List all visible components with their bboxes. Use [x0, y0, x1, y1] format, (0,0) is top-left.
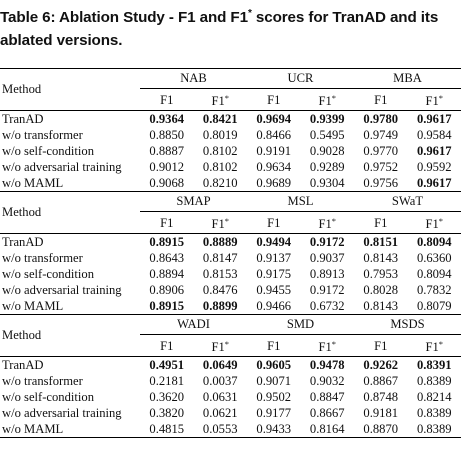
score-cell: [194, 127, 248, 143]
score-cell: [194, 357, 248, 374]
metric-f1: F1: [140, 89, 194, 111]
score-cell: [140, 175, 194, 192]
score-cell: [408, 357, 461, 374]
score-value-best: 0.8391: [416, 358, 452, 372]
table-body: [0, 69, 461, 438]
score-value: 0.9191: [256, 144, 292, 158]
score-value: 0.8143: [363, 251, 399, 265]
score-cell: [247, 282, 301, 298]
score-value-best: 0.9605: [256, 358, 292, 372]
caption-prefix: Table 6: Ablation Study - F1 and F1: [0, 9, 248, 26]
score-cell: [354, 389, 408, 405]
metric-f1-star-sup: *: [331, 216, 337, 226]
metric-f1-star-base: F1: [425, 217, 439, 231]
score-cell: [140, 250, 194, 266]
score-value: 0.2181: [149, 374, 185, 388]
metric-f1-star-base: F1: [425, 340, 439, 354]
score-value: 0.9181: [363, 406, 399, 420]
score-cell: [301, 175, 355, 192]
score-value: 0.8643: [149, 251, 185, 265]
score-cell: [140, 266, 194, 282]
score-cell: [408, 266, 461, 282]
score-cell: [408, 159, 461, 175]
score-cell: [408, 405, 461, 421]
score-cell: [140, 389, 194, 405]
score-cell: [140, 127, 194, 143]
score-value-best: 0.8421: [202, 112, 238, 126]
score-value: 0.7953: [363, 267, 399, 281]
method-name: TranAD: [0, 357, 140, 374]
dataset-header-row: [0, 315, 461, 335]
score-value: 0.8476: [202, 283, 238, 297]
score-value: 0.8894: [149, 267, 185, 281]
score-value: 0.8210: [202, 176, 238, 190]
dataset-name: MSDS: [354, 315, 461, 335]
score-cell: [408, 234, 461, 251]
score-value: 0.8389: [416, 406, 452, 420]
score-value-best: 0.9399: [309, 112, 345, 126]
score-cell: [354, 159, 408, 175]
score-cell: [194, 405, 248, 421]
metric-f1-star: [408, 212, 461, 234]
metric-f1-star-sup: *: [438, 93, 444, 103]
score-cell: [140, 143, 194, 159]
score-cell: [194, 266, 248, 282]
score-value-best: 0.9262: [363, 358, 399, 372]
method-name: w/o transformer: [2, 374, 83, 388]
score-value-best: 0.9364: [149, 112, 185, 126]
score-cell: [354, 298, 408, 315]
table-caption: [0, 6, 461, 52]
score-value: 0.0037: [202, 374, 238, 388]
metric-f1-star-sup: *: [438, 216, 444, 226]
metric-f1: F1: [140, 212, 194, 234]
score-cell: [194, 389, 248, 405]
table-row: [0, 159, 461, 175]
score-value: 0.8850: [149, 128, 185, 142]
method-name: TranAD: [0, 234, 140, 251]
score-value: 0.9502: [256, 390, 292, 404]
dataset-name: UCR: [247, 69, 354, 89]
score-cell: [408, 111, 461, 128]
score-cell: [354, 405, 408, 421]
table-row: [0, 250, 461, 266]
metric-f1: F1: [247, 335, 301, 357]
score-value: 0.9433: [256, 422, 292, 436]
score-value: 0.8102: [202, 160, 238, 174]
metric-f1: F1: [247, 212, 301, 234]
score-cell: [194, 373, 248, 389]
score-value: 0.9175: [256, 267, 292, 281]
score-cell: [140, 298, 194, 315]
score-cell: [247, 250, 301, 266]
score-value: 0.3820: [149, 406, 185, 420]
metric-f1-star-base: F1: [318, 94, 332, 108]
score-cell: [408, 298, 461, 315]
score-value: 0.8019: [202, 128, 238, 142]
score-cell: [247, 405, 301, 421]
score-value: 0.8466: [256, 128, 292, 142]
score-value: 0.9752: [363, 160, 399, 174]
metric-f1-star: [301, 335, 355, 357]
score-value-best: 0.9617: [416, 144, 452, 158]
method-header: Method: [0, 69, 140, 111]
score-cell: [140, 111, 194, 128]
score-value: 0.9304: [309, 176, 345, 190]
metric-f1-star: [194, 89, 248, 111]
score-value: 0.8028: [363, 283, 399, 297]
table-row: [0, 143, 461, 159]
score-value: 0.8906: [149, 283, 185, 297]
score-value-best: 0.0649: [202, 358, 238, 372]
method-name: w/o transformer: [2, 128, 83, 142]
method-header: Method: [0, 192, 140, 234]
metric-f1: F1: [354, 89, 408, 111]
score-cell: [194, 175, 248, 192]
score-cell: [354, 234, 408, 251]
method-name: TranAD: [0, 111, 140, 128]
score-value: 0.8667: [309, 406, 345, 420]
score-cell: [140, 357, 194, 374]
score-cell: [301, 282, 355, 298]
score-cell: [354, 421, 408, 438]
score-cell: [354, 250, 408, 266]
metric-f1-star-base: F1: [425, 94, 439, 108]
score-cell: [194, 143, 248, 159]
method-name: w/o MAML: [0, 175, 140, 192]
method-name: w/o self-condition: [2, 390, 94, 404]
score-cell: [301, 389, 355, 405]
dataset-name: NAB: [140, 69, 247, 89]
score-value: 0.9037: [309, 251, 345, 265]
score-value-best: 0.9172: [309, 235, 345, 249]
metric-f1-star: [194, 335, 248, 357]
score-value-best: 0.8915: [149, 235, 185, 249]
method-header: Method: [0, 315, 140, 357]
metric-f1: F1: [354, 335, 408, 357]
score-cell: [194, 282, 248, 298]
score-value: 0.8847: [309, 390, 345, 404]
metric-f1-star-sup: *: [331, 339, 337, 349]
score-cell: [140, 159, 194, 175]
score-value: 0.9172: [309, 283, 345, 297]
score-value: 0.9455: [256, 283, 292, 297]
score-value-best: 0.8151: [363, 235, 399, 249]
score-cell: [194, 421, 248, 438]
score-cell: [354, 266, 408, 282]
dataset-name: MBA: [354, 69, 461, 89]
score-cell: [301, 250, 355, 266]
table-row: [0, 266, 461, 282]
score-value: 0.9289: [309, 160, 345, 174]
score-value: 0.9012: [149, 160, 185, 174]
score-cell: [301, 143, 355, 159]
score-cell: [301, 373, 355, 389]
table-row: [0, 298, 461, 315]
score-value-best: 0.9694: [256, 112, 292, 126]
score-value-best: 0.9478: [309, 358, 345, 372]
table-row: [0, 282, 461, 298]
score-value: 0.9770: [363, 144, 399, 158]
score-value: 0.7832: [416, 283, 452, 297]
score-cell: [408, 143, 461, 159]
score-value: 0.9466: [256, 299, 292, 313]
score-cell: [301, 298, 355, 315]
metric-f1: F1: [140, 335, 194, 357]
score-value: 0.9592: [416, 160, 452, 174]
table-row: [0, 389, 461, 405]
score-cell: [354, 111, 408, 128]
metric-f1-star-base: F1: [318, 340, 332, 354]
score-cell: [301, 266, 355, 282]
score-value: 0.8102: [202, 144, 238, 158]
dataset-header-row: [0, 192, 461, 212]
caption-superscript: *: [247, 7, 252, 19]
score-value-best: 0.9494: [256, 235, 292, 249]
table-row: [0, 111, 461, 128]
table-row: [0, 127, 461, 143]
dataset-header-row: [0, 69, 461, 89]
score-value-best: 0.9617: [416, 112, 452, 126]
score-cell: [194, 250, 248, 266]
score-value-best: 0.8915: [149, 299, 185, 313]
method-name: w/o self-condition: [2, 144, 94, 158]
score-cell: [408, 389, 461, 405]
metric-f1-star: [408, 89, 461, 111]
score-cell: [194, 234, 248, 251]
score-value: 0.9137: [256, 251, 292, 265]
metric-f1-star-sup: *: [438, 339, 444, 349]
score-cell: [301, 421, 355, 438]
score-value: 0.8870: [363, 422, 399, 436]
method-name: w/o adversarial training: [2, 406, 122, 420]
score-cell: [247, 127, 301, 143]
score-cell: [354, 373, 408, 389]
score-cell: [301, 405, 355, 421]
score-value: 0.8214: [416, 390, 452, 404]
score-value: 0.6360: [416, 251, 452, 265]
score-value: 0.0631: [202, 390, 238, 404]
table-row: [0, 405, 461, 421]
score-cell: [408, 175, 461, 192]
method-name: w/o MAML: [0, 298, 140, 315]
score-cell: [194, 159, 248, 175]
ablation-table: [0, 68, 461, 438]
score-cell: [247, 143, 301, 159]
metric-f1-star-base: F1: [211, 94, 225, 108]
method-name: w/o adversarial training: [2, 283, 122, 297]
score-value: 0.8867: [363, 374, 399, 388]
score-cell: [194, 111, 248, 128]
table-row: [0, 175, 461, 192]
metric-f1-star: [301, 89, 355, 111]
score-value: 0.9071: [256, 374, 292, 388]
dataset-name: MSL: [247, 192, 354, 212]
score-cell: [301, 111, 355, 128]
method-name: w/o transformer: [2, 251, 83, 265]
score-value: 0.8887: [149, 144, 185, 158]
score-cell: [247, 266, 301, 282]
metric-f1-star-base: F1: [211, 217, 225, 231]
table-row: [0, 357, 461, 374]
score-value: 0.8913: [309, 267, 345, 281]
score-cell: [247, 234, 301, 251]
score-cell: [301, 357, 355, 374]
score-value: 0.8094: [416, 267, 452, 281]
score-cell: [301, 159, 355, 175]
table-row: [0, 234, 461, 251]
score-value-best: 0.8899: [202, 299, 238, 313]
score-cell: [301, 234, 355, 251]
score-value: 0.8164: [309, 422, 345, 436]
metric-f1-star-base: F1: [318, 217, 332, 231]
score-value: 0.0553: [202, 422, 238, 436]
score-value: 0.8079: [416, 299, 452, 313]
score-cell: [247, 421, 301, 438]
score-value-best: 0.8094: [416, 235, 452, 249]
score-cell: [408, 373, 461, 389]
score-value: 0.9756: [363, 176, 399, 190]
method-name: w/o adversarial training: [2, 160, 122, 174]
score-cell: [354, 282, 408, 298]
metric-f1-star-sup: *: [224, 93, 230, 103]
score-value: 0.8153: [202, 267, 238, 281]
score-value: 0.8389: [416, 422, 452, 436]
score-value: 0.9634: [256, 160, 292, 174]
score-value: 0.9749: [363, 128, 399, 142]
score-value: 0.6732: [309, 299, 345, 313]
metric-f1: F1: [247, 89, 301, 111]
table-row: [0, 373, 461, 389]
score-cell: [408, 421, 461, 438]
dataset-name: SMAP: [140, 192, 247, 212]
score-value: 0.9068: [149, 176, 185, 190]
score-cell: [247, 111, 301, 128]
metric-f1-star: [301, 212, 355, 234]
score-value: 0.9028: [309, 144, 345, 158]
score-cell: [354, 127, 408, 143]
score-value: 0.4815: [149, 422, 185, 436]
score-value: 0.9689: [256, 176, 292, 190]
score-cell: [140, 421, 194, 438]
score-cell: [247, 159, 301, 175]
score-cell: [247, 298, 301, 315]
score-value: 0.9177: [256, 406, 292, 420]
score-cell: [408, 282, 461, 298]
score-value-best: 0.9780: [363, 112, 399, 126]
score-cell: [354, 357, 408, 374]
dataset-name: SMD: [247, 315, 354, 335]
score-cell: [247, 389, 301, 405]
metric-f1-star: [194, 212, 248, 234]
score-cell: [140, 234, 194, 251]
score-cell: [408, 250, 461, 266]
metric-f1-star-base: F1: [211, 340, 225, 354]
dataset-name: SWaT: [354, 192, 461, 212]
score-cell: [140, 282, 194, 298]
score-cell: [247, 373, 301, 389]
score-cell: [247, 175, 301, 192]
score-value: 0.8143: [363, 299, 399, 313]
score-value: 0.9584: [416, 128, 452, 142]
metric-f1-star-sup: *: [224, 216, 230, 226]
score-cell: [301, 127, 355, 143]
metric-f1-star-sup: *: [224, 339, 230, 349]
score-cell: [140, 405, 194, 421]
table-row: [0, 421, 461, 438]
score-value: 0.0621: [202, 406, 238, 420]
method-name: w/o self-condition: [2, 267, 94, 281]
metric-f1-star-sup: *: [331, 93, 337, 103]
metric-f1: F1: [354, 212, 408, 234]
score-cell: [247, 357, 301, 374]
caption-suffix: scores for TranAD and its ablated versions.: [0, 9, 439, 49]
score-value: 0.3620: [149, 390, 185, 404]
score-value-best: 0.9617: [416, 176, 452, 190]
score-value: 0.8147: [202, 251, 238, 265]
score-value-best: 0.8889: [202, 235, 238, 249]
score-cell: [140, 373, 194, 389]
score-cell: [354, 143, 408, 159]
score-value: 0.5495: [309, 128, 345, 142]
score-value: 0.8389: [416, 374, 452, 388]
score-cell: [194, 298, 248, 315]
method-name: w/o MAML: [0, 421, 140, 438]
score-cell: [354, 175, 408, 192]
score-value-best: 0.4951: [149, 358, 185, 372]
score-value: 0.8748: [363, 390, 399, 404]
metric-f1-star: [408, 335, 461, 357]
score-value: 0.9032: [309, 374, 345, 388]
dataset-name: WADI: [140, 315, 247, 335]
score-cell: [408, 127, 461, 143]
